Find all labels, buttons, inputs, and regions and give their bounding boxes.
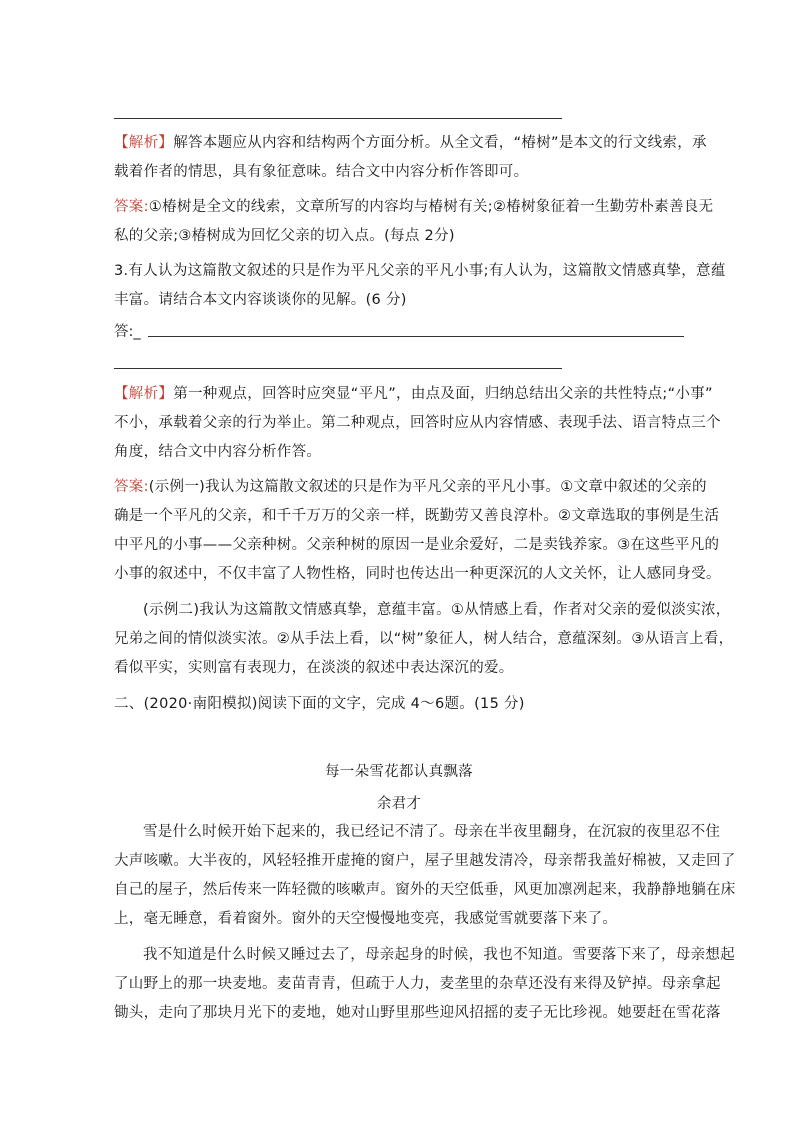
text-line: 上，毫无睡意，看着窗外。窗外的天空慢慢地变亮，我感觉雪就要落下来了。	[114, 911, 618, 927]
question-3	[114, 257, 726, 315]
text-line: 3.有人认为这篇散文叙述的只是作为平凡父亲的平凡小事;有人认为，这篇散文情感真挚，意蕴	[114, 263, 726, 279]
article-paragraph-1	[114, 818, 736, 934]
article-paragraph-2	[114, 941, 735, 1028]
article-title: 每一朵雪花都认真飘落	[325, 764, 473, 780]
text-line: ①椿树是全文的线索，文章所写的内容均与椿树有关;②椿树象征着一生勤劳朴素善良无	[148, 199, 714, 215]
text-line: 了山野上的那一块麦地。麦苗青青，但疏于人力，麦垄里的杂草还没有来得及铲掉。母亲拿起	[114, 976, 721, 992]
answer-tag: 答案:	[114, 199, 149, 215]
text-line: (示例二)我认为这篇散文情感真挚，意蕴丰富。①从情感上看，作者对父亲的爱似淡实浓，	[143, 602, 731, 618]
analysis-block-1	[114, 129, 707, 187]
text-line: 角度，结合文中内容分析作答。	[114, 444, 322, 460]
text-line: 不小，承载着父亲的行为举止。第二种观点，回答时应从内容情感、表现手法、语言特点三个	[114, 415, 721, 431]
text-line: 确是一个平凡的父亲，和千千万万的父亲一样，既勤劳又善良淳朴。②文章选取的事例是生活	[114, 508, 720, 524]
text-line: 丰富。请结合本文内容谈谈你的见解。(6 分)	[114, 292, 407, 308]
text-line: (示例一)我认为这篇散文叙述的只是作为平凡父亲的平凡小事。①文章中叙述的父亲的	[148, 479, 707, 495]
answer-blank[interactable]	[148, 336, 684, 337]
answer-line	[114, 368, 562, 369]
text-line: 大声咳嗽。大半夜的，风轻轻推开虚掩的窗户，屋子里越发清冷，母亲帮我盖好棉被，又走回了	[114, 853, 736, 869]
text-line: 私的父亲;③椿树成为回忆父亲的切入点。(每点 2分)	[114, 228, 455, 244]
text-line: 载着作者的情思，具有象征意味。结合文中内容分析作答即可。	[114, 164, 529, 180]
answer-line	[114, 118, 562, 119]
answer-block-2	[114, 473, 721, 589]
text-line: 自己的屋子，然后传来一阵轻微的咳嗽声。窗外的天空低垂，风更加凛冽起来，我静静地躺在床	[114, 882, 736, 898]
analysis-tag: 【解析】	[114, 386, 174, 402]
answer-row	[114, 320, 574, 344]
analysis-tag: 【解析】	[114, 135, 174, 151]
text-line: 我不知道是什么时候又睡过去了，母亲起身的时候，我也不知道。雪要落下来了，母亲想起	[143, 947, 735, 963]
text-line: 中平凡的小事——父亲种树。父亲种树的原因一是业余爱好，二是卖钱养家。③在这些平凡的	[114, 537, 720, 553]
text-line: 看似平实，实则富有表现力，在淡淡的叙述中表达深沉的爱。	[114, 660, 514, 676]
text-line: 小事的叙述中，不仅丰富了人物性格，同时也传达出一种更深沉的人文关怀，让人感同身受。	[114, 566, 721, 582]
text-line: 兄弟之间的情似淡实浓。②从手法上看，以“树”象征人，树人结合，意蕴深刻。③从语言上看，	[114, 631, 734, 647]
analysis-block-2	[114, 380, 721, 467]
answer-label: 答:_	[114, 324, 141, 340]
text-line: 第一种观点，回答时应突显“平凡”，由点及面，归纳总结出父亲的共性特点;“小事”	[173, 386, 713, 402]
answer-block-1	[114, 193, 714, 251]
text-line: 解答本题应从内容和结构两个方面分析。从全文看，“椿树”是本文的行文线索，承	[173, 135, 707, 151]
text-line: 二、(2020·南阳模拟)阅读下面的文字，完成 4～6题。(15 分)	[114, 696, 525, 712]
article-author: 余君才	[376, 796, 422, 812]
answer-block-2-example-2	[114, 596, 734, 683]
text-line: 锄头，走向了那块月光下的麦地，她对山野里那些迎风招摇的麦子无比珍视。她要赶在雪花落	[114, 1005, 721, 1021]
answer-tag: 答案:	[114, 479, 149, 495]
text-line: 雪是什么时候开始下起来的，我已经记不清了。母亲在半夜里翻身，在沉寂的夜里忍不住	[143, 824, 721, 840]
section-2-heading	[114, 690, 684, 719]
